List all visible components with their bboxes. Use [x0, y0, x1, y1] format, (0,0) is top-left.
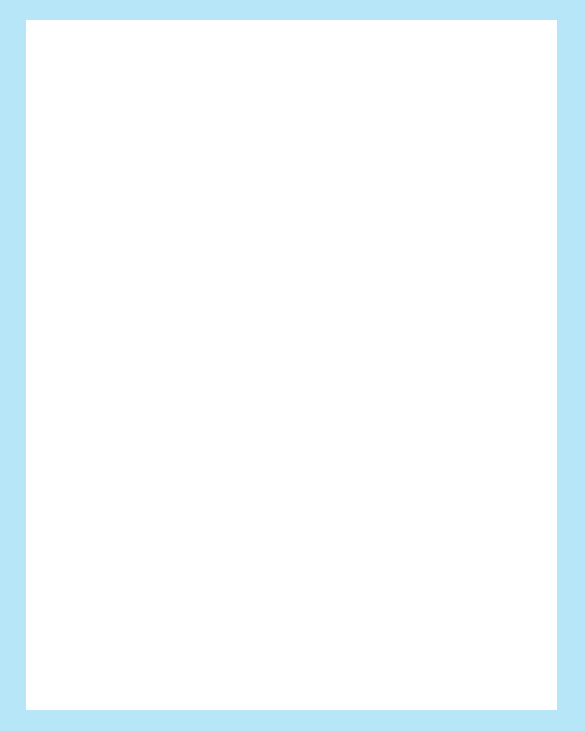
- proof-watermark: [26, 20, 557, 710]
- chore-chart-sheet: [26, 20, 557, 710]
